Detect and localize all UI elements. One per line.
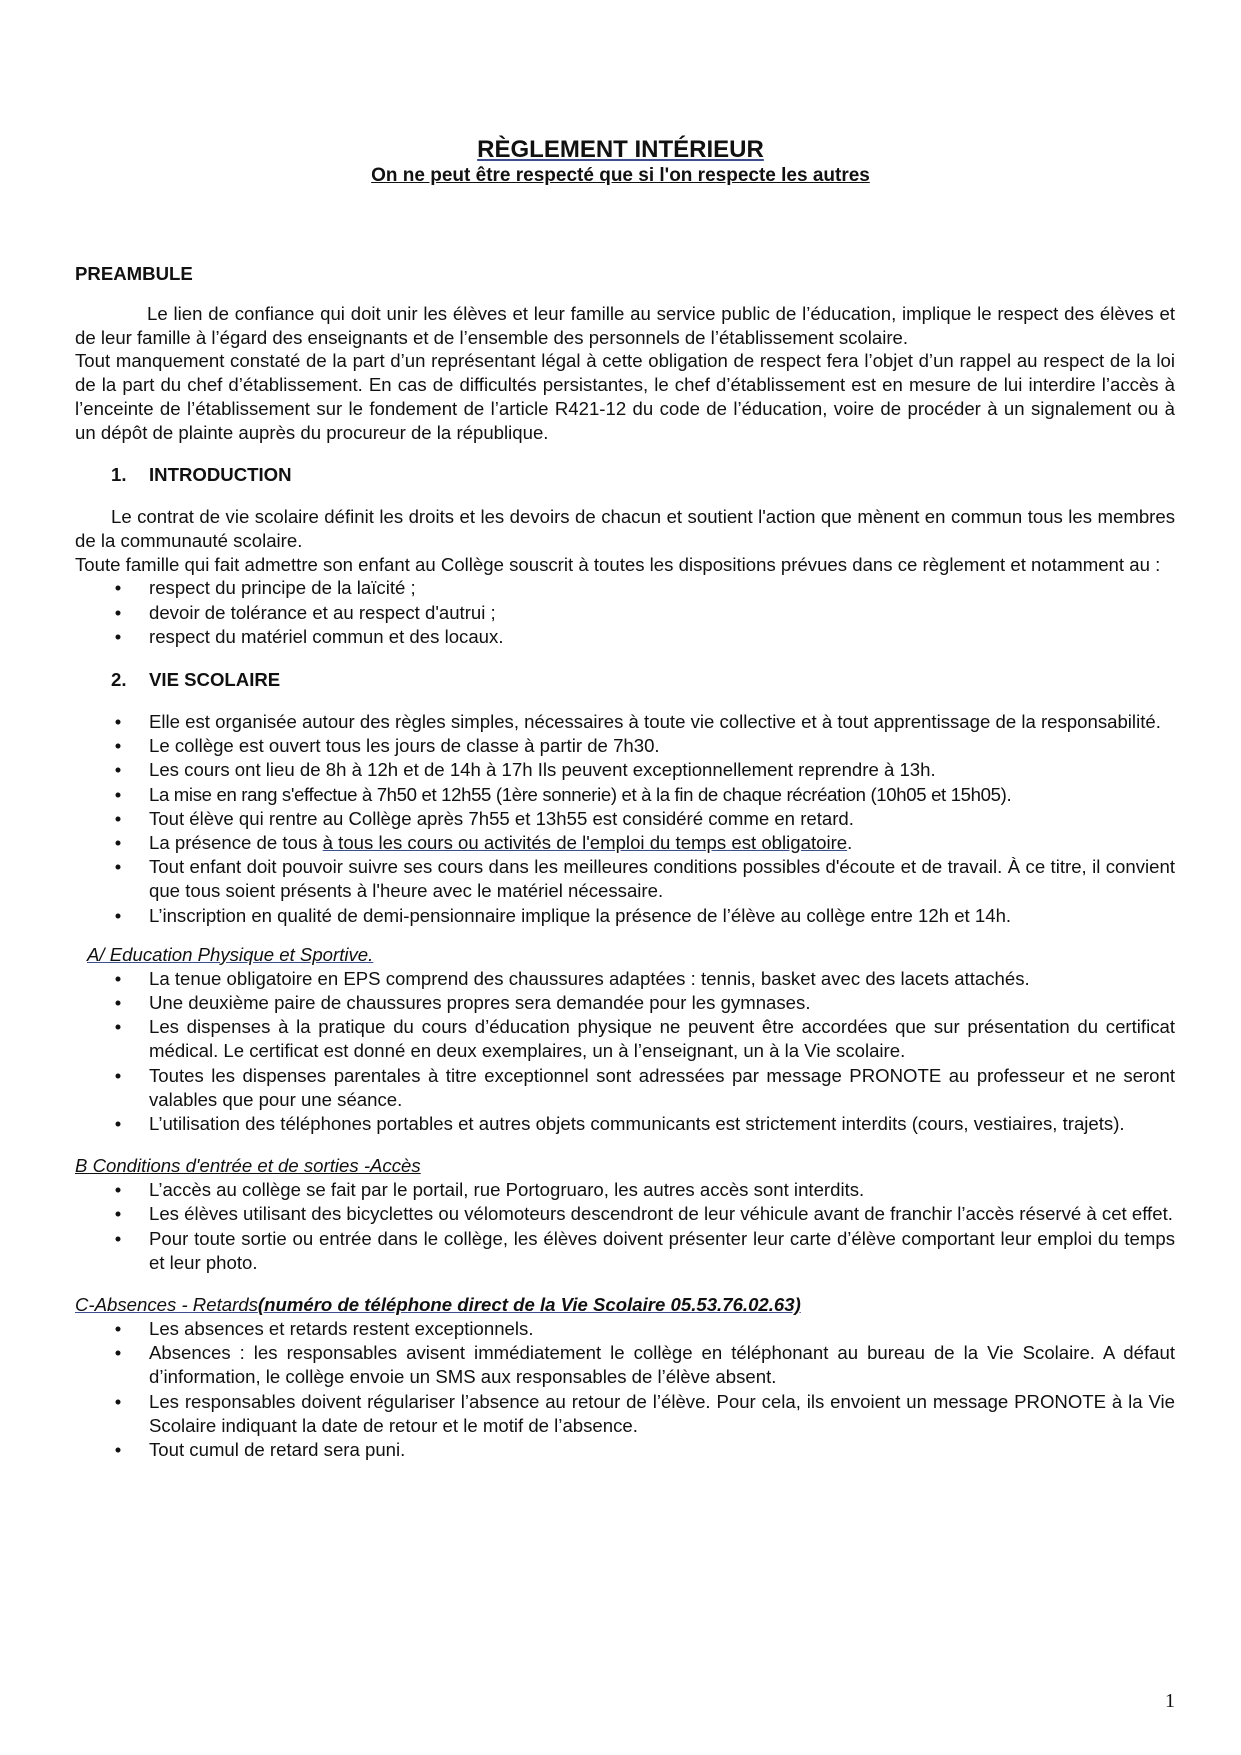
bullet-icon: • bbox=[114, 831, 122, 853]
preamble-paragraph-1: Le lien de confiance qui doit unir les élèves et leur famille au service public de l’éducation, implique le respect des élèves et de leur famille à l’égard des enseignants et de l’ensemble des personnels de l’établissement scolaire. bbox=[75, 303, 1175, 348]
bullet-icon: • bbox=[114, 601, 122, 623]
introduction-paragraph-1: Le contrat de vie scolaire définit les droits et les devoirs de chacun et soutient l'action que mènent en commun tous les membres de la communauté scolaire. bbox=[75, 506, 1175, 551]
page-subtitle: On ne peut être respecté que si l'on respecte les autres bbox=[371, 165, 870, 186]
preamble-heading: PREAMBULE bbox=[75, 263, 193, 284]
introduction-paragraph-2: Toute famille qui fait admettre son enfant au Collège souscrit à toutes les dispositions prévues dans ce règlement et notamment au : bbox=[75, 553, 1161, 575]
acces-heading: B Conditions d'entrée et de sorties -Accès bbox=[75, 1155, 421, 1177]
list-item: • Une deuxième paire de chaussures propres sera demandée pour les gymnases. bbox=[75, 991, 1175, 1015]
list-item-presence: • La présence de tous à tous les cours ou activités de l'emploi du temps est obligatoire. bbox=[75, 831, 1175, 855]
vie-scolaire-list bbox=[75, 710, 1175, 928]
introduction-heading-text: INTRODUCTION bbox=[149, 464, 292, 486]
list-item: • Les cours ont lieu de 8h à 12h et de 14h à 17h Ils peuvent exceptionnellement reprendre à 13h. bbox=[75, 758, 1175, 782]
bullet-icon: • bbox=[114, 807, 122, 829]
list-item: • La tenue obligatoire en EPS comprend des chaussures adaptées : tennis, basket avec des lacets attachés. bbox=[75, 967, 1175, 991]
bullet-icon: • bbox=[114, 904, 122, 926]
bullet-icon: • bbox=[114, 991, 122, 1013]
absences-phone-text: (numéro de téléphone direct de la Vie Scolaire 05.53.76.02.63) bbox=[257, 1294, 801, 1315]
list-item: • respect du matériel commun et des locaux. bbox=[75, 625, 1175, 649]
list-item: • Le collège est ouvert tous les jours de classe à partir de 7h30. bbox=[75, 734, 1175, 758]
list-item: • Absences : les responsables avisent immédiatement le collège en téléphonant au bureau de la Vie Scolaire. A défaut d’information, le collège envoie un SMS aux responsables de l’élève absent. bbox=[75, 1341, 1175, 1389]
bullet-icon: • bbox=[114, 1203, 122, 1225]
bullet-icon: • bbox=[114, 1016, 122, 1038]
bullet-icon: • bbox=[114, 1179, 122, 1201]
list-item: • Pour toute sortie ou entrée dans le collège, les élèves doivent présenter leur carte d’élève comportant leur emploi du temps et leur photo. bbox=[75, 1227, 1175, 1275]
acces-list bbox=[75, 1178, 1175, 1275]
absences-heading bbox=[75, 1293, 1175, 1317]
vie-scolaire-heading bbox=[111, 668, 1175, 692]
list-item: • Les dispenses à la pratique du cours d’éducation physique ne peuvent être accordées que sur présentation du certificat médical. Le certificat est donné en deux exemplaires, un à l’enseignant, un à la Vie scolaire. bbox=[75, 1015, 1175, 1063]
list-item: • Elle est organisée autour des règles simples, nécessaires à toute vie collective et à tout apprentissage de la responsabilité. bbox=[75, 710, 1175, 734]
bullet-icon: • bbox=[114, 759, 122, 781]
bullet-icon: • bbox=[114, 856, 122, 878]
vie-scolaire-number: 2. bbox=[111, 668, 127, 690]
list-item: • Toutes les dispenses parentales à titre exceptionnel sont adressées par message PRONOTE au professeur et ne seront valables que pour une séance. bbox=[75, 1064, 1175, 1112]
bullet-icon: • bbox=[114, 967, 122, 989]
list-item: • respect du principe de la laïcité ; bbox=[75, 576, 1175, 600]
bullet-icon: • bbox=[114, 1064, 122, 1086]
bullet-icon: • bbox=[114, 710, 122, 732]
bullet-icon: • bbox=[114, 783, 122, 805]
list-item: • La mise en rang s'effectue à 7h50 et 12h55 (1ère sonnerie) et à la fin de chaque récréation (10h05 et 15h05). bbox=[75, 783, 1175, 807]
bullet-icon: • bbox=[114, 625, 122, 647]
eps-list bbox=[75, 967, 1175, 1136]
list-item: • Tout cumul de retard sera puni. bbox=[75, 1438, 1175, 1462]
page-number: 1 bbox=[1165, 1690, 1175, 1712]
introduction-heading bbox=[111, 463, 1175, 487]
eps-heading: A/ Education Physique et Sportive. bbox=[87, 943, 374, 965]
presence-obligation-text: à tous les cours ou activités de l'emploi du temps est obligatoire bbox=[322, 831, 848, 853]
bullet-icon: • bbox=[114, 1439, 122, 1461]
introduction-list bbox=[75, 576, 1175, 649]
absences-heading-italic: C-Absences - Retards bbox=[75, 1294, 258, 1315]
preamble-paragraph-2: Tout manquement constaté de la part d’un représentant légal à cette obligation de respect fera l’objet d’un rappel au respect de la loi de la part du chef d’établissement. En cas de difficultés persistantes, le chef d’établissement est en mesure de lui interdire l’accès à l’enceinte de l’établissement sur le fondement de l’article R421-12 du code de l’éducation, voire de procéder à un signalement ou à un dépôt de plainte auprès du procureur de la république. bbox=[75, 350, 1175, 443]
list-item: • Tout enfant doit pouvoir suivre ses cours dans les meilleures conditions possibles d'écoute et de travail. À ce titre, il convient que tous soient présents à l'heure avec le matériel nécessaire. bbox=[75, 855, 1175, 903]
bullet-icon: • bbox=[114, 1112, 122, 1134]
document-body bbox=[75, 262, 1175, 1462]
absences-list bbox=[75, 1317, 1175, 1462]
list-item: • Tout élève qui rentre au Collège après 7h55 et 13h55 est considéré comme en retard. bbox=[75, 807, 1175, 831]
vie-scolaire-heading-text: VIE SCOLAIRE bbox=[149, 668, 281, 690]
bullet-icon: • bbox=[114, 1342, 122, 1364]
list-item: • L’utilisation des téléphones portables et autres objets communicants est strictement interdits (cours, vestiaires, trajets). bbox=[75, 1112, 1175, 1136]
bullet-icon: • bbox=[114, 1390, 122, 1412]
list-item: • Les absences et retards restent exceptionnels. bbox=[75, 1317, 1175, 1341]
bullet-icon: • bbox=[114, 1227, 122, 1249]
introduction-number: 1. bbox=[111, 464, 127, 486]
bullet-icon: • bbox=[114, 1318, 122, 1339]
list-item: • Les responsables doivent régulariser l’absence au retour de l’élève. Pour cela, ils envoient un message PRONOTE à la Vie Scolaire indiquant la date de retour et le motif de l’absence. bbox=[75, 1390, 1175, 1438]
list-item: • L’inscription en qualité de demi-pensionnaire implique la présence de l’élève au collège entre 12h et 14h. bbox=[75, 904, 1175, 928]
page-title: RÈGLEMENT INTÉRIEUR bbox=[477, 136, 764, 163]
title-block bbox=[0, 136, 1241, 188]
list-item: • Les élèves utilisant des bicyclettes ou vélomoteurs descendront de leur véhicule avant de franchir l’accès réservé à cet effet. bbox=[75, 1202, 1175, 1226]
bullet-icon: • bbox=[114, 735, 122, 757]
list-item: • L’accès au collège se fait par le portail, rue Portogruaro, les autres accès sont interdits. bbox=[75, 1178, 1175, 1202]
bullet-icon: • bbox=[114, 577, 122, 599]
list-item: • devoir de tolérance et au respect d'autrui ; bbox=[75, 601, 1175, 625]
